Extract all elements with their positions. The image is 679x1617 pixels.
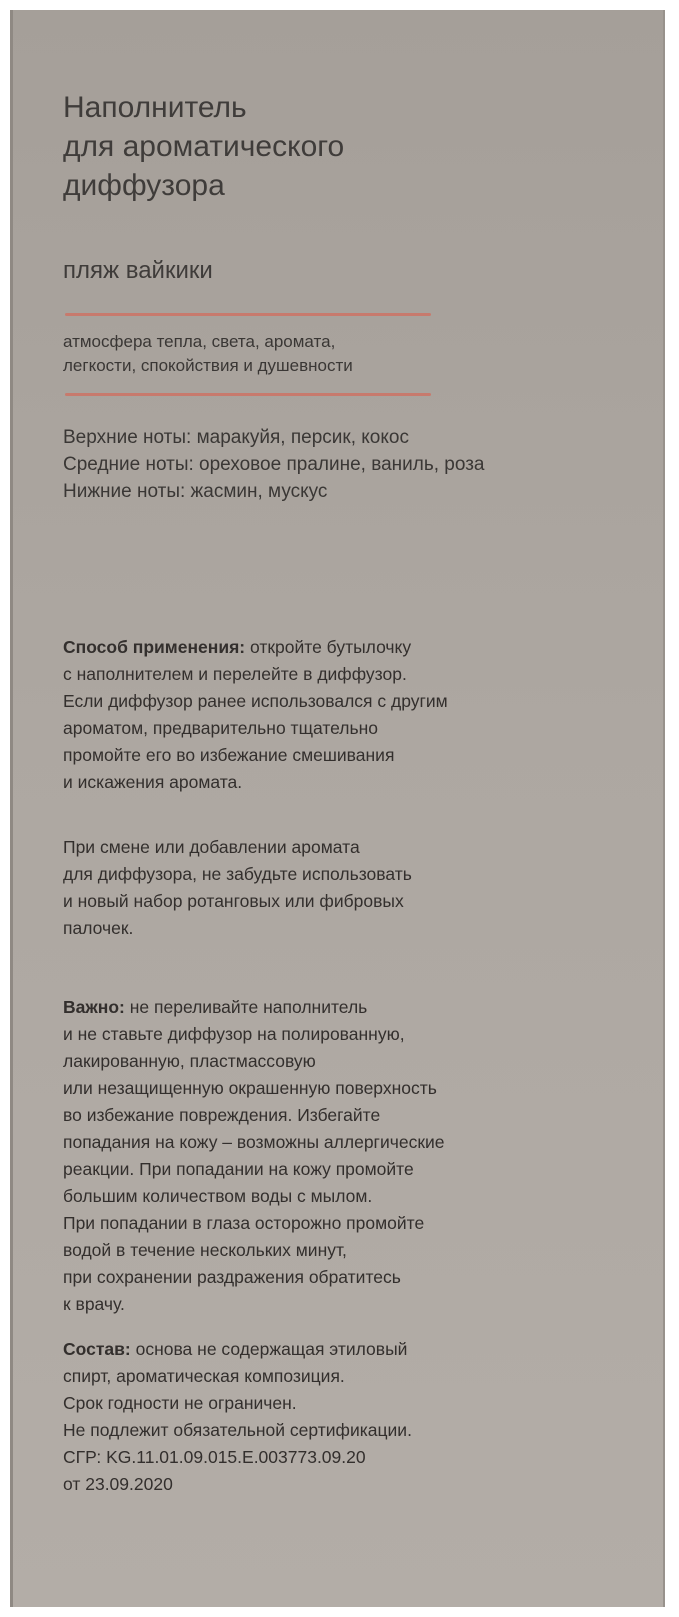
warning-section <box>63 994 444 1318</box>
change-line: При смене или добавлении аромата <box>63 837 360 857</box>
usage-line: с наполнителем и перелейте в диффузор. <box>63 664 407 684</box>
composition-section <box>63 1336 412 1498</box>
product-title-line: Наполнитель <box>63 91 247 124</box>
usage-label: Способ применения: <box>63 637 246 657</box>
middle-notes: Средние ноты: ореховое пралине, ваниль, роза <box>63 454 485 475</box>
warning-line: водой в течение нескольких минут, <box>63 1240 347 1260</box>
registration-date: от 23.09.2020 <box>63 1474 173 1494</box>
mood-line: атмосфера тепла, света, аромата, <box>63 332 336 351</box>
warning-first-text: не переливайте наполнитель <box>124 997 368 1017</box>
package-panel <box>10 10 665 1607</box>
package-text <box>63 88 623 1494</box>
composition-line: спирт, ароматическая композиция. <box>63 1366 345 1386</box>
warning-line: к врачу. <box>63 1294 125 1314</box>
warning-line: при сохранении раздражения обратитесь <box>63 1267 401 1287</box>
usage-first-text: откройте бутылочку <box>245 637 412 657</box>
usage-first-line <box>63 634 448 661</box>
warning-first-line <box>63 994 444 1021</box>
mood-description <box>63 330 353 378</box>
warning-line: во избежание повреждения. Избегайте <box>63 1105 381 1125</box>
product-title-line: диффузора <box>63 169 225 202</box>
warning-line: лакированную, пластмассовую <box>63 1051 316 1071</box>
warning-line: большим количеством воды с мылом. <box>63 1186 373 1206</box>
top-notes: Верхние ноты: маракуйя, персик, кокос <box>63 427 409 448</box>
shelf-life: Срок годности не ограничен. <box>63 1393 297 1413</box>
certification-note: Не подлежит обязательной сертификации. <box>63 1420 412 1440</box>
usage-line: и искажения аромата. <box>63 772 243 792</box>
warning-line: попадания на кожу – возможны аллергические <box>63 1132 445 1152</box>
usage-instructions <box>63 634 448 796</box>
aroma-change-note <box>63 834 412 942</box>
warning-label: Важно: <box>63 997 125 1017</box>
mood-line: легкости, спокойствия и душевности <box>63 356 353 375</box>
flavor-name: пляж вайкики <box>63 257 213 284</box>
usage-line: промойте его во избежание смешивания <box>63 745 395 765</box>
warning-line: При попадании в глаза осторожно промойте <box>63 1213 425 1233</box>
product-title-line: для ароматического <box>63 130 345 163</box>
accent-divider-bottom <box>65 393 431 396</box>
usage-line: Если диффузор ранее использовался с другим <box>63 691 448 711</box>
change-line: для диффузора, не забудьте использовать <box>63 864 412 884</box>
accent-divider-top <box>65 313 431 316</box>
change-line: палочек. <box>63 918 134 938</box>
usage-line: ароматом, предварительно тщательно <box>63 718 379 738</box>
warning-line: реакции. При попадании на кожу промойте <box>63 1159 414 1179</box>
base-notes: Нижние ноты: жасмин, мускус <box>63 481 328 502</box>
composition-label: Состав: <box>63 1339 131 1359</box>
product-title <box>63 88 623 205</box>
change-line: и новый набор ротанговых или фибровых <box>63 891 404 911</box>
fragrance-notes <box>63 424 485 505</box>
warning-line: и не ставьте диффузор на полированную, <box>63 1024 405 1044</box>
composition-first-line <box>63 1336 412 1363</box>
registration-number: СГР: KG.11.01.09.015.E.003773.09.20 <box>63 1447 366 1467</box>
composition-first-text: основа не содержащая этиловый <box>130 1339 408 1359</box>
warning-line: или незащищенную окрашенную поверхность <box>63 1078 437 1098</box>
